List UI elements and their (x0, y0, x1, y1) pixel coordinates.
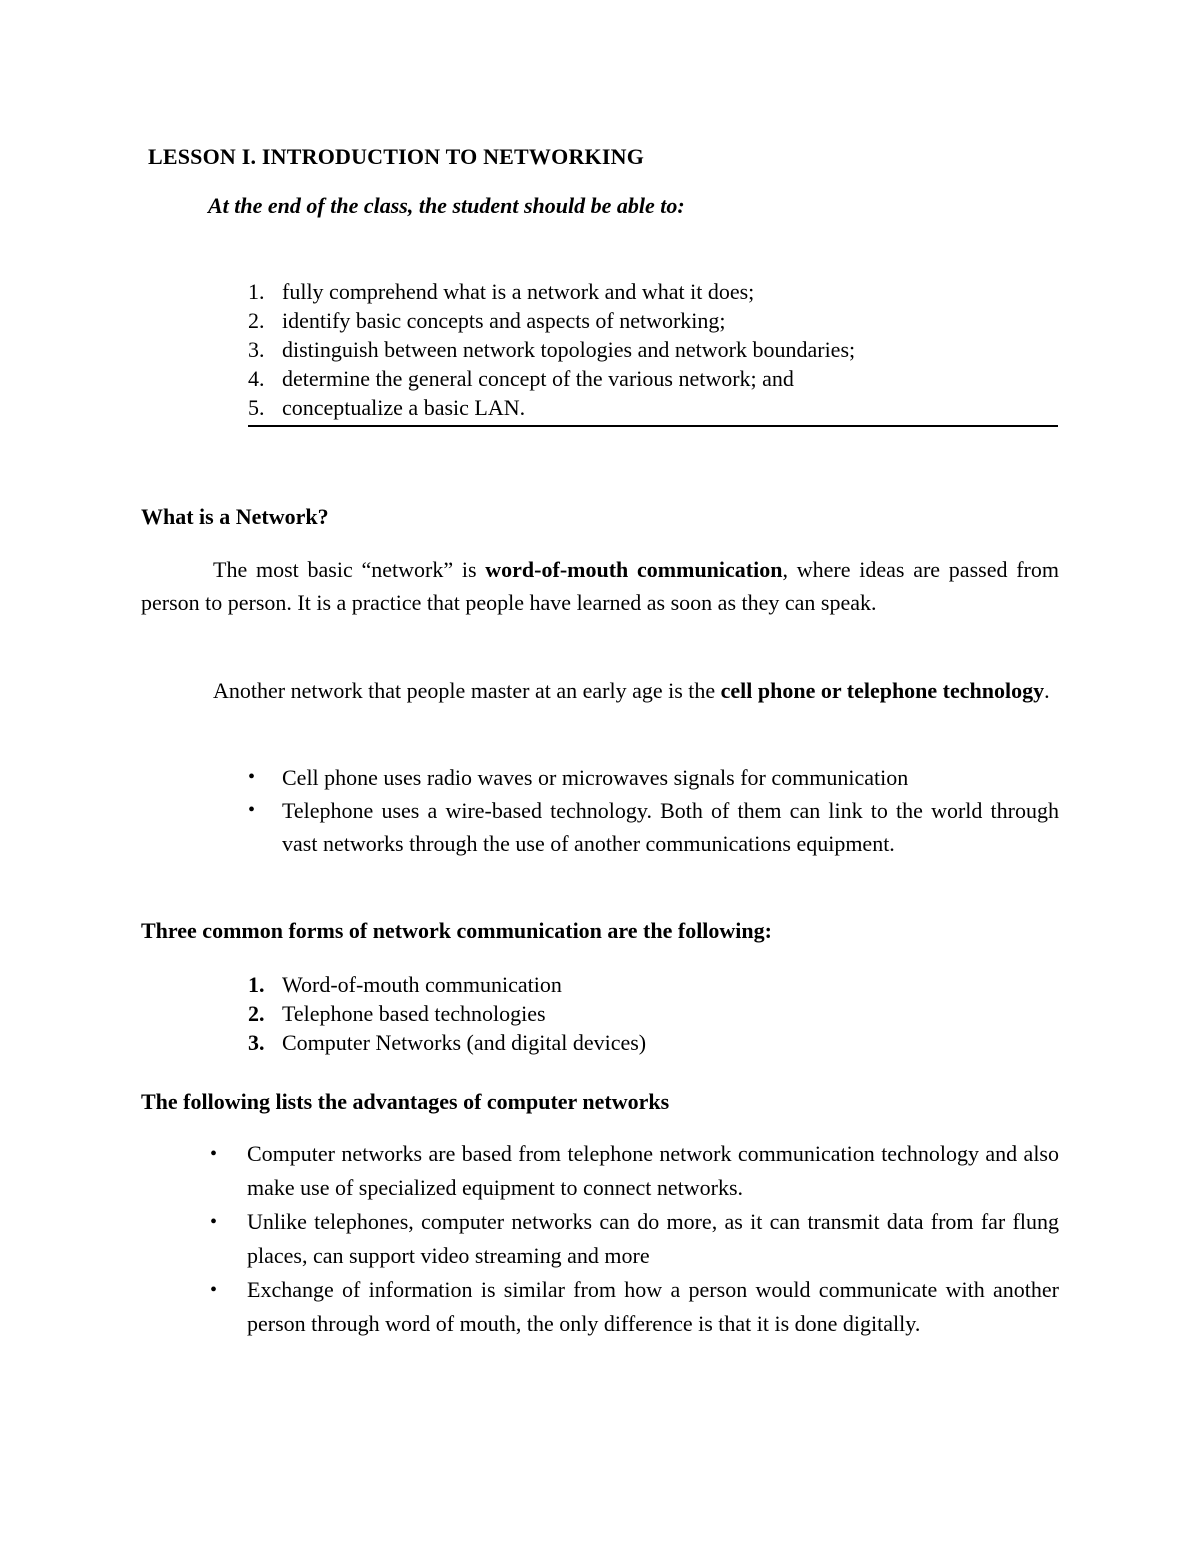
bold-term: cell phone or telephone technology (720, 678, 1045, 703)
item-number: 3. (248, 337, 265, 362)
bullet-icon: • (210, 1279, 218, 1301)
item-number: 2. (248, 308, 265, 333)
section-heading-advantages: The following lists the advantages of computer networks (141, 1089, 670, 1114)
item-number: 1. (248, 972, 265, 997)
list-item (248, 335, 1058, 364)
item-number: 2. (248, 1001, 265, 1026)
list-item: • Cell phone uses radio waves or microwaves signals for communication (248, 761, 1059, 794)
list-item (248, 1028, 948, 1057)
list-item (248, 364, 1058, 393)
bullet-icon: • (248, 766, 256, 788)
item-text: Computer Networks (and digital devices) (282, 1030, 647, 1055)
item-number: 1. (248, 279, 265, 304)
paragraph-telephone: Another network that people master at an early age is the cell phone or telephone technology. (213, 678, 1050, 703)
section-heading-what-is-network: What is a Network? (141, 504, 329, 529)
list-item: • Unlike telephones, computer networks can do more, as it can transmit data from far flung places, can support video streaming and more (210, 1205, 1059, 1273)
bullet-icon: • (210, 1211, 218, 1233)
bullet-icon: • (210, 1143, 218, 1165)
advantages-bullets (210, 1137, 1059, 1341)
forms-list (248, 970, 948, 1057)
item-number: 4. (248, 366, 265, 391)
bold-term: word-of-mouth communication (485, 557, 783, 582)
item-text: fully comprehend what is a network and what it does; (282, 279, 755, 304)
list-item: • Telephone uses a wire-based technology. Both of them can link to the world through vast networks through the use of another communications equipment. (248, 794, 1059, 860)
item-text: conceptualize a basic LAN. (282, 395, 526, 420)
list-item: • Exchange of information is similar from how a person would communicate with another person through word of mouth, the only difference is that it is done digitally. (210, 1273, 1059, 1341)
divider (248, 425, 1058, 427)
item-text: determine the general concept of the various network; and (282, 366, 794, 391)
list-item (248, 999, 948, 1028)
objectives-intro: At the end of the class, the student should be able to: (208, 193, 685, 218)
list-item (248, 306, 1058, 335)
paragraph-word-of-mouth: The most basic “network” is word-of-mouth communication, where ideas are passed from person to person. It is a practice that people have learned as soon as they can speak. (141, 557, 1059, 615)
phone-bullets (248, 761, 1059, 860)
item-text: Word-of-mouth communication (282, 972, 562, 997)
list-item (248, 393, 1058, 422)
item-text: Telephone based technologies (282, 1001, 546, 1026)
list-item: • Computer networks are based from telephone network communication technology and also make use of specialized equipment to connect networks. (210, 1137, 1059, 1205)
list-item (248, 970, 948, 999)
item-number: 5. (248, 395, 265, 420)
lesson-title: LESSON I. INTRODUCTION TO NETWORKING (148, 144, 645, 169)
item-text: distinguish between network topologies and network boundaries; (282, 337, 856, 362)
bullet-icon: • (248, 799, 256, 821)
item-number: 3. (248, 1030, 265, 1055)
list-item (248, 277, 1058, 306)
item-text: identify basic concepts and aspects of networking; (282, 308, 726, 333)
section-heading-forms: Three common forms of network communication are the following: (141, 918, 772, 943)
objectives-list (248, 277, 1058, 422)
